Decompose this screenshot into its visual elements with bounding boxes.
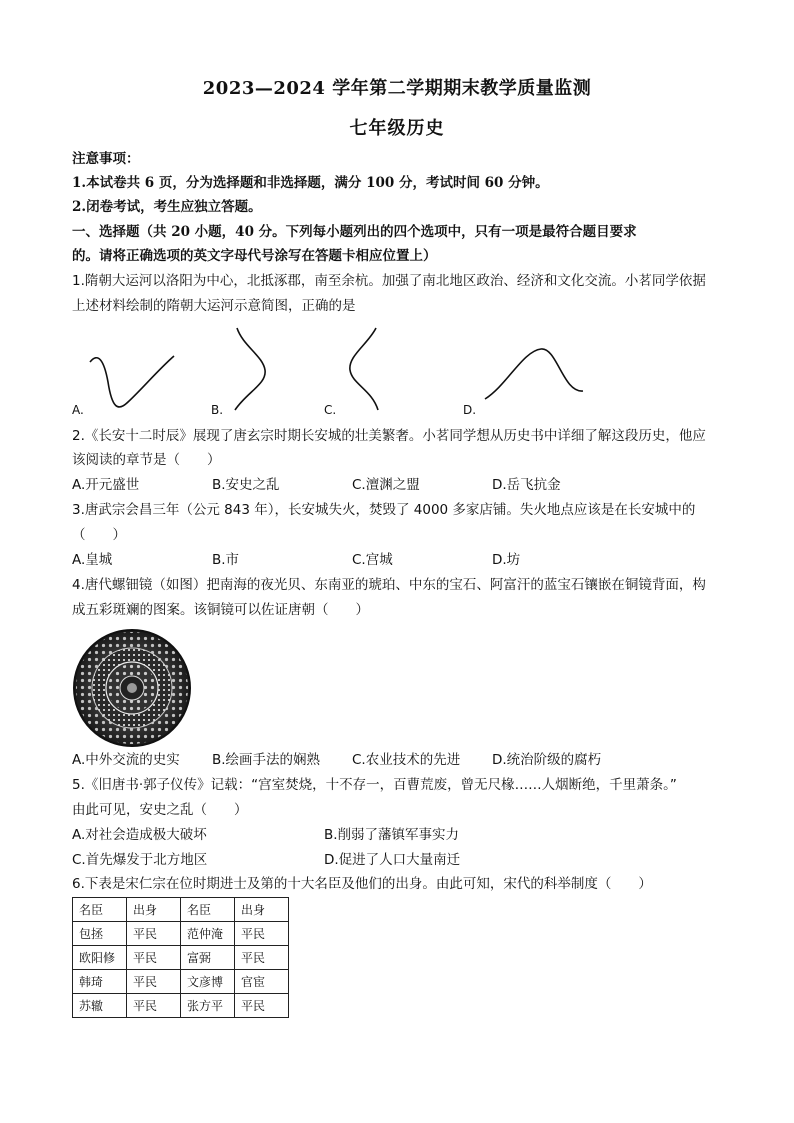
- q2-option-b[interactable]: B.安史之乱: [212, 477, 280, 493]
- q1-option-c[interactable]: C.: [324, 403, 337, 417]
- exam-subtitle: 七年级历史: [349, 118, 445, 139]
- section-heading-line1: 一、选择题（共 20 小题，40 分。下列每小题列出的四个选项中，只有一项是最符合题目要求: [72, 224, 637, 240]
- q6-stem-line1: 6.下表是宋仁宗在位时期进士及第的十大名臣及他们的出身。由此可知，宋代的科举制度（ ）: [72, 876, 652, 892]
- q5-option-b[interactable]: B.削弱了藩镇军事实力: [324, 827, 460, 843]
- table-row: [73, 946, 289, 970]
- q1-canal-sketch-a: [88, 350, 183, 412]
- q3-stem-line1: 3.唐武宗会昌三年（公元 843 年），长安城失火，焚毁了 4000 多家店铺。失火地点应该是在长安城中的: [72, 502, 696, 518]
- q2-option-c[interactable]: C.澶渊之盟: [352, 477, 420, 493]
- q3-stem-line2: （ ）: [72, 527, 126, 543]
- q4-option-a[interactable]: A.中外交流的史实: [72, 752, 180, 768]
- q3-option-d[interactable]: D.坊: [492, 552, 521, 568]
- table-cell: 韩琦: [73, 970, 127, 994]
- table-cell: 平民: [127, 922, 181, 946]
- table-cell: 包拯: [73, 922, 127, 946]
- section-heading-line2: 的。请将正确选项的英文字母代号涂写在答题卡相应位置上）: [72, 248, 437, 264]
- table-header-cell: 出身: [127, 898, 181, 922]
- note-item-1: 1.本试卷共 6 页，分为选择题和非选择题，满分 100 分，考试时间 60 分钟。: [72, 175, 549, 191]
- table-cell: 官宦: [235, 970, 289, 994]
- notes-heading: 注意事项：: [72, 151, 140, 167]
- table-cell: 范仲淹: [181, 922, 235, 946]
- q3-option-c[interactable]: C.宫城: [352, 552, 393, 568]
- table-header-cell: 出身: [235, 898, 289, 922]
- q5-option-c[interactable]: C.首先爆发于北方地区: [72, 852, 208, 868]
- q1-option-a[interactable]: A.: [72, 403, 84, 417]
- q1-canal-sketch-b: [225, 326, 275, 412]
- table-cell: 平民: [127, 970, 181, 994]
- table-header-cell: 名臣: [181, 898, 235, 922]
- q2-option-d[interactable]: D.岳飞抗金: [492, 477, 561, 493]
- table-cell: 平民: [235, 946, 289, 970]
- q5-stem-line2: 由此可见，安史之乱（ ）: [72, 802, 248, 818]
- q1-option-b[interactable]: B.: [211, 403, 224, 417]
- q2-option-a[interactable]: A.开元盛世: [72, 477, 140, 493]
- q3-option-a[interactable]: A.皇城: [72, 552, 113, 568]
- table-cell: 欧阳修: [73, 946, 127, 970]
- table-cell: 富弼: [181, 946, 235, 970]
- q2-stem-line2: 该阅读的章节是（ ）: [72, 452, 221, 468]
- table-cell: 张方平: [181, 994, 235, 1018]
- q1-canal-sketch-c: [338, 326, 388, 412]
- note-item-2: 2.闭卷考试，考生应独立答题。: [72, 199, 262, 215]
- table-cell: 平民: [235, 922, 289, 946]
- table-cell: 文彦博: [181, 970, 235, 994]
- table-row: [73, 970, 289, 994]
- table-cell: 平民: [127, 946, 181, 970]
- table-cell: 苏辙: [73, 994, 127, 1018]
- q4-option-c[interactable]: C.农业技术的先进: [352, 752, 461, 768]
- q1-stem-line1: 1.隋朝大运河以洛阳为中心，北抵涿郡，南至余杭。加强了南北地区政治、经济和文化交流。小茗同学依据: [72, 273, 706, 289]
- q3-option-b[interactable]: B.市: [212, 552, 240, 568]
- q1-stem-line2: 上述材料绘制的隋朝大运河示意简图，正确的是: [72, 298, 356, 314]
- q2-stem-line1: 2.《长安十二时辰》展现了唐玄宗时期长安城的壮美繁奢。小茗同学想从历史书中详细了解这段历史，他应: [72, 428, 706, 444]
- table-row: [73, 994, 289, 1018]
- q5-stem-line1: 5.《旧唐书·郭子仪传》记载：“宫室焚烧，十不存一，百曹荒废，曾无尺椽……人烟断绝，千里萧条。”: [72, 777, 677, 793]
- q6-officials-table: [72, 897, 289, 1018]
- q1-canal-sketch-d: [483, 345, 593, 403]
- q4-option-d[interactable]: D.统治阶级的腐朽: [492, 752, 602, 768]
- tang-mirror-image: [72, 628, 192, 748]
- table-cell: 平民: [235, 994, 289, 1018]
- q4-stem-line2: 成五彩斑斓的图案。该铜镜可以佐证唐朝（ ）: [72, 602, 369, 618]
- q5-option-a[interactable]: A.对社会造成极大破坏: [72, 827, 207, 843]
- table-header-row: [73, 898, 289, 922]
- table-header-cell: 名臣: [73, 898, 127, 922]
- q4-stem-line1: 4.唐代螺钿镜（如图）把南海的夜光贝、东南亚的琥珀、中东的宝石、阿富汗的蓝宝石镶嵌在铜镜背面，构: [72, 577, 706, 593]
- table-cell: 平民: [127, 994, 181, 1018]
- exam-title: 2023—2024 学年第二学期期末教学质量监测: [202, 78, 592, 99]
- table-row: [73, 922, 289, 946]
- q5-option-d[interactable]: D.促进了人口大量南迁: [324, 852, 461, 868]
- q1-option-d[interactable]: D.: [463, 403, 477, 417]
- q4-option-b[interactable]: B.绘画手法的娴熟: [212, 752, 321, 768]
